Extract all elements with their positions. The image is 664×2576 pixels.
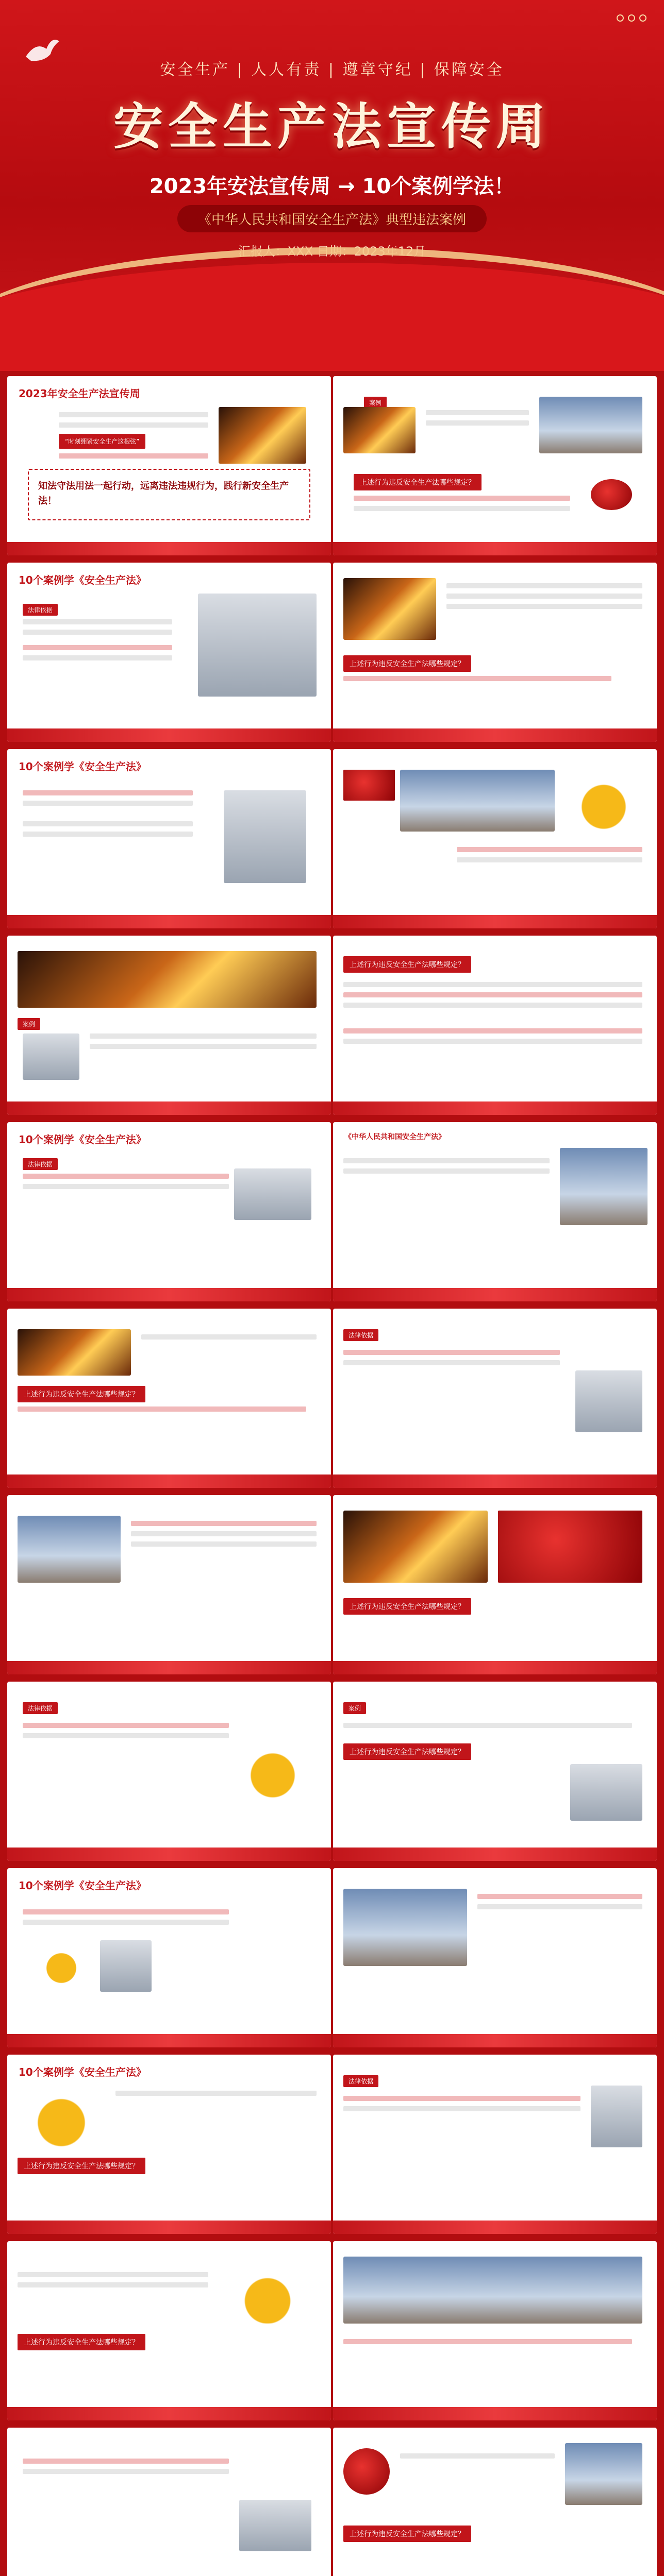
- slide-basis: 法律依据: [333, 2055, 657, 2234]
- slide-basis: 法律依据: [333, 1309, 657, 1488]
- cover-title: 安全生产法宣传周: [113, 97, 551, 156]
- slide-basis: 10个案例学《安全生产法》 法律依据: [7, 563, 331, 742]
- slide-title: 2023年安全生产法宣传周: [19, 387, 140, 400]
- cover-pill: 《中华人民共和国安全生产法》典型违法案例: [177, 205, 487, 232]
- intro-highlight: “时刻绷紧安全生产这根弦”: [59, 434, 145, 449]
- slide-case: [333, 1868, 657, 2047]
- slide-case: [333, 2241, 657, 2420]
- cover-subtitle: 2023年安法宣传周 → 10个案例学法！: [149, 175, 515, 198]
- cover-slide-top: [0, 0, 664, 371]
- slide-case: 上述行为违反安全生产法哪些规定？: [7, 1309, 331, 1488]
- slide-basis: 《中华人民共和国安全生产法》: [333, 1122, 657, 1301]
- question-band: 上述行为违反安全生产法哪些规定？: [354, 474, 482, 490]
- slide-case: 案例 上述行为违反安全生产法哪些规定？: [333, 1682, 657, 1861]
- slide-intro: [7, 376, 331, 555]
- fire-image: [219, 407, 306, 464]
- cover-slogan: 安全生产 | 人人有责 | 遵章守纪 | 保障安全: [160, 61, 504, 79]
- slide-case: 上述行为违反安全生产法哪些规定？: [333, 563, 657, 742]
- window-dots: [617, 14, 646, 22]
- slide-basis: 10个案例学《安全生产法》: [7, 1868, 331, 2047]
- cover-meta: 汇报人：XXX 日期：2023年12月: [238, 244, 426, 259]
- slide-basis: 10个案例学《安全生产法》 法律依据: [7, 1122, 331, 1301]
- slide-case: [333, 376, 657, 555]
- slide-case: [7, 1495, 331, 1674]
- intro-quote: 知法守法用法一起行动，远离违法违规行为，践行新安全生产法！: [28, 469, 310, 520]
- slide-case: 上述行为违反安全生产法哪些规定？: [7, 2241, 331, 2420]
- slide-basis: 法律依据: [7, 1682, 331, 1861]
- slide-basis: 10个案例学《安全生产法》: [7, 749, 331, 928]
- slide-case: 上述行为违反安全生产法哪些规定？: [333, 2428, 657, 2576]
- slide-case: [333, 749, 657, 928]
- slide-question: 上述行为违反安全生产法哪些规定？: [333, 936, 657, 1115]
- slide-case: 案例: [7, 936, 331, 1115]
- slide-case: 上述行为违反安全生产法哪些规定？: [333, 1495, 657, 1674]
- slide-basis: [7, 2428, 331, 2576]
- case-tag: 案例: [364, 397, 387, 409]
- slide-case: 10个案例学《安全生产法》 上述行为违反安全生产法哪些规定？: [7, 2055, 331, 2234]
